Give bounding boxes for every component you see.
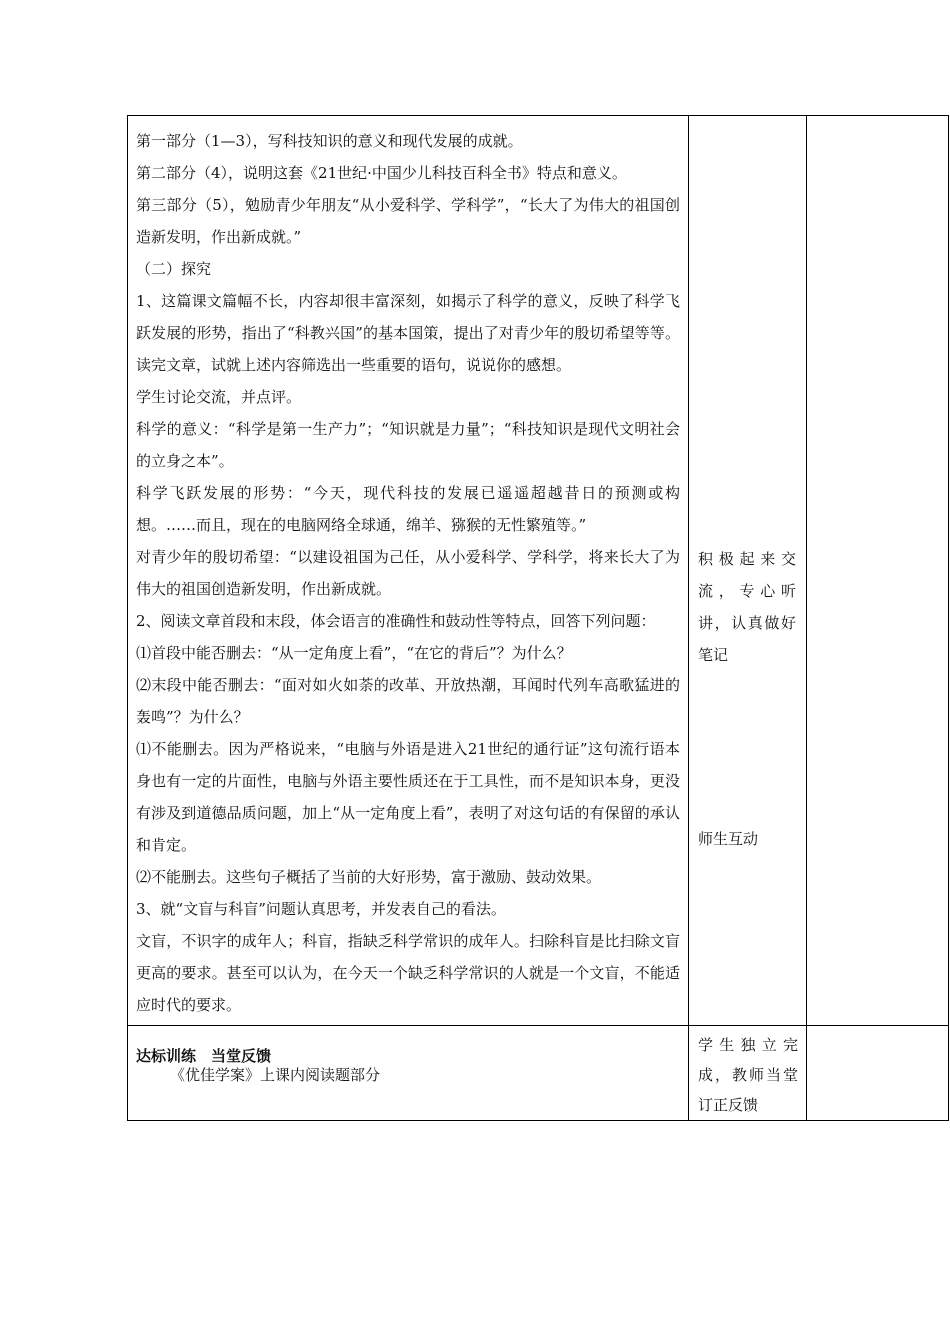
- paragraph: 1、这篇课文篇幅不长，内容却很丰富深刻，如揭示了科学的意义，反映了科学飞跃发展的形势，指出了“科教兴国”的基本国策，提出了对青少年的殷切希望等等。读完文章，试就上述内容筛选出一些重要的语句，说说你的感想。: [136, 292, 680, 374]
- paragraph: 3、就“文盲与科盲”问题认真思考，并发表自己的看法。: [136, 900, 506, 918]
- paragraph: 第三部分（5），勉励青少年朋友“从小爱科学、学科学”，“长大了为伟大的祖国创造新发明，作出新成就。”: [136, 196, 680, 246]
- section-heading: （二）探究: [136, 260, 212, 278]
- practice-cell: [128, 1026, 689, 1121]
- paragraph: 学生讨论交流，并点评。: [136, 388, 302, 406]
- practice-subtext: 《优佳学案》上课内阅读题部分: [170, 1066, 381, 1084]
- practice-heading: 达标训练 当堂反馈: [136, 1047, 272, 1065]
- paragraph: 第一部分（1—3），写科技知识的意义和现代发展的成就。: [136, 132, 523, 150]
- main-content-cell: [128, 116, 689, 1026]
- paragraph: 第二部分（4），说明这套《21世纪·中国少儿科技百科全书》特点和意义。: [136, 164, 627, 182]
- paragraph: 对青少年的殷切希望：“以建设祖国为己任，从小爱科学、学科学，将来长大了为伟大的祖国创造新发明，作出新成就。: [136, 548, 680, 598]
- paragraph: 2、阅读文章首段和末段，体会语言的准确性和鼓动性等特点，回答下列问题：: [136, 612, 656, 630]
- paragraph: 文盲，不识字的成年人；科盲，指缺乏科学常识的成年人。扫除科盲是比扫除文盲更高的要求。甚至可以认为，在今天一个缺乏科学常识的人就是一个文盲，不能适应时代的要求。: [136, 932, 680, 1014]
- practice-row: [128, 1026, 949, 1121]
- practice-remarks-cell: [807, 1026, 949, 1121]
- practice-activity-cell: [689, 1026, 807, 1121]
- practice-activity-note: 学生独立完成，教师当堂订正反馈: [698, 1036, 798, 1114]
- content-row: [128, 116, 949, 1026]
- activity-cell: [689, 116, 807, 1026]
- activity-note: 积极起来交流，专心听讲，认真做好笔记: [698, 550, 796, 664]
- paragraph: ⑵末段中能否删去：“面对如火如荼的改革、开放热潮，耳闻时代列车高歌猛进的轰鸣”？为什么？: [136, 676, 680, 726]
- paragraph: ⑵不能删去。这些句子概括了当前的大好形势，富于激励、鼓动效果。: [136, 868, 602, 886]
- main-text: [128, 116, 688, 1025]
- lesson-table: [127, 115, 949, 1121]
- paragraph: 科学飞跃发展的形势：“今天，现代科技的发展已遥遥超越昔日的预测或构想。……而且，现在的电脑网络全球通，绵羊、猕猴的无性繁殖等。”: [136, 484, 680, 534]
- paragraph: ⑴不能删去。因为严格说来，“电脑与外语是进入21世纪的通行证”这句流行语本身也有一定的片面性，电脑与外语主要性质还在于工具性，而不是知识本身，更没有涉及到道德品质问题，加上“从一定角度上看”，表明了对这句话的有保留的承认和肯定。: [136, 740, 680, 854]
- paragraph: ⑴首段中能否删去：“从一定角度上看”，“在它的背后”？为什么？: [136, 644, 572, 662]
- remarks-cell: [807, 116, 949, 1026]
- paragraph: 科学的意义：“科学是第一生产力”；“知识就是力量”；“科技知识是现代文明社会的立身之本”。: [136, 420, 680, 470]
- interaction-note: 师生互动: [698, 830, 759, 848]
